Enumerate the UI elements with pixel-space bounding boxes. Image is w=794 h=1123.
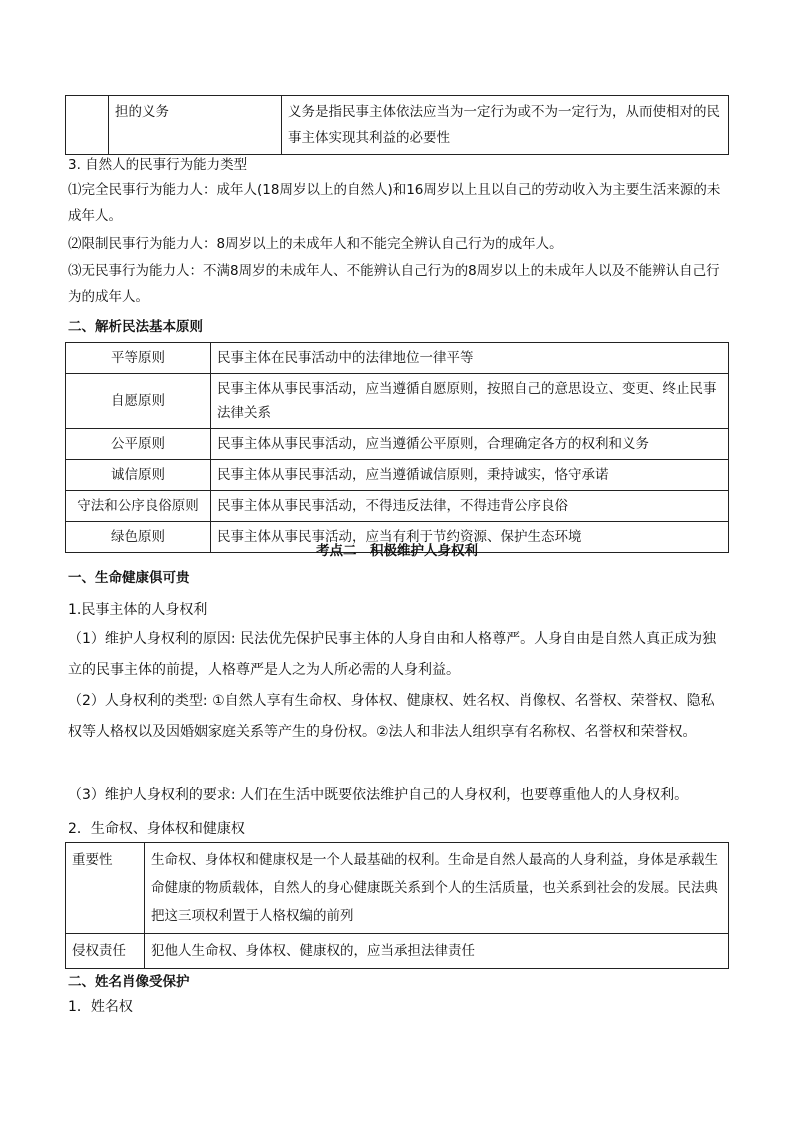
rights-table xyxy=(65,842,729,969)
principle-name: 绿色原则 xyxy=(66,522,211,553)
principle-name: 自愿原则 xyxy=(66,374,211,429)
table-cell-term: 担的义务 xyxy=(109,96,282,155)
table-row xyxy=(66,343,729,374)
table-row xyxy=(66,429,729,460)
paragraph: （2）人身权利的类型: ①自然人享有生命权、身体权、健康权、姓名权、肖像权、名誉权、荣誉权、隐私权等人格权以及因婚姻家庭关系等产生的身份权。②法人和非法人组织享有名称权、名誉权和荣誉权。 xyxy=(68,693,715,740)
section-title: 3. 自然人的民事行为能力类型 xyxy=(68,157,248,173)
paragraph: （1）维护人身权利的原因: 民法优先保护民事主体的人身自由和人格尊严。人身自由是自然人真正成为独立的民事主体的前提，人格尊严是人之为人所必需的人身利益。 xyxy=(68,631,717,678)
section-heading: 二、姓名肖像受保护 xyxy=(68,974,190,990)
section-heading: 二、解析民法基本原则 xyxy=(68,319,203,335)
list-item: ⑴完全民事行为能力人：成年人(18周岁以上的自然人)和16周岁以上且以自己的劳动收入为主要生活来源的未成年人。 xyxy=(68,182,721,224)
principle-desc: 民事主体从事民事活动，应当有利于节约资源、保护生态环境 xyxy=(211,522,729,553)
obligation-table xyxy=(65,95,729,155)
principle-desc: 民事主体从事民事活动，应当遵循诚信原则，秉持诚实，恪守承诺 xyxy=(211,460,729,491)
table-row xyxy=(66,374,729,429)
rights-value: 犯他人生命权、身体权、健康权的，应当承担法律责任 xyxy=(145,934,729,969)
principle-desc: 民事主体从事民事活动，不得违反法律，不得违背公序良俗 xyxy=(211,491,729,522)
rights-key: 侵权责任 xyxy=(66,934,145,969)
paragraph: （3）维护人身权利的要求: 人们在生活中既要依法维护自己的人身权利，也要尊重他人的人身权利。 xyxy=(68,787,689,803)
subsection-title: 2．生命权、身体权和健康权 xyxy=(68,821,245,837)
subsection-title: 1．姓名权 xyxy=(68,999,133,1015)
principle-desc: 民事主体从事民事活动，应当遵循自愿原则，按照自己的意思设立、变更、终止民事法律关系 xyxy=(211,374,729,429)
table-row xyxy=(66,460,729,491)
table-row xyxy=(66,843,729,934)
rights-key: 重要性 xyxy=(66,843,145,934)
rights-value: 生命权、身体权和健康权是一个人最基础的权利。生命是自然人最高的人身利益，身体是承载生命健康的物质载体，自然人的身心健康既关系到个人的生活质量，也关系到社会的发展。民法典把这三项权利置于人格权编的前列 xyxy=(145,843,729,934)
table-cell-empty xyxy=(66,96,109,155)
list-item: ⑶无民事行为能力人：不满8周岁的未成年人、不能辨认自己行为的8周岁以上的未成年人以及不能辨认自己行为的成年人。 xyxy=(68,263,720,305)
table-cell-definition: 义务是指民事主体依法应当为一定行为或不为一定行为，从而使相对的民事主体实现其利益的必要性 xyxy=(282,96,729,155)
subsection-title: 1.民事主体的人身权利 xyxy=(68,602,208,618)
principle-name: 诚信原则 xyxy=(66,460,211,491)
principle-name: 公平原则 xyxy=(66,429,211,460)
principles-table xyxy=(65,342,729,553)
principle-name: 平等原则 xyxy=(66,343,211,374)
table-row xyxy=(66,934,729,969)
kaodian-title: 考点二 积极维护人身权利 xyxy=(316,543,478,559)
principle-name: 守法和公序良俗原则 xyxy=(66,491,211,522)
table-row xyxy=(66,96,729,155)
principle-desc: 民事主体在民事活动中的法律地位一律平等 xyxy=(211,343,729,374)
table-row xyxy=(66,491,729,522)
section-heading: 一、生命健康俱可贵 xyxy=(68,570,190,586)
principle-desc: 民事主体从事民事活动，应当遵循公平原则，合理确定各方的权利和义务 xyxy=(211,429,729,460)
list-item: ⑵限制民事行为能力人：8周岁以上的未成年人和不能完全辨认自己行为的成年人。 xyxy=(68,236,563,252)
